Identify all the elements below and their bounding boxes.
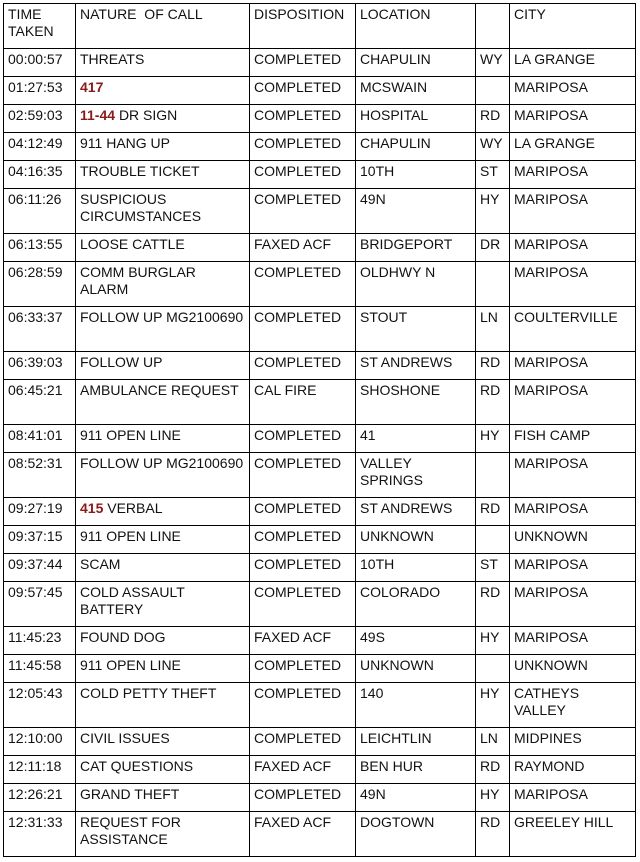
header-nature-of-call: NATURE OF CALL [76, 4, 250, 49]
table-row [4, 453, 636, 498]
cell-nature [76, 105, 250, 133]
cell-location: MCSWAIN [356, 77, 476, 105]
cell-street-suffix: HY [476, 425, 510, 453]
call-nature-text: DR SIGN [118, 107, 178, 123]
table-row [4, 526, 636, 554]
cell-time: 06:39:03 [4, 352, 76, 380]
cell-disposition: COMPLETED [250, 133, 356, 161]
cell-time: 04:12:49 [4, 133, 76, 161]
cell-nature: FOUND DOG [76, 627, 250, 655]
cell-street-suffix: RD [476, 380, 510, 425]
cell-time: 09:37:15 [4, 526, 76, 554]
cell-street-suffix: RD [476, 756, 510, 784]
cell-disposition: COMPLETED [250, 307, 356, 352]
cell-time: 08:41:01 [4, 425, 76, 453]
cell-time: 06:11:26 [4, 189, 76, 234]
cell-disposition: COMPLETED [250, 582, 356, 627]
cell-street-suffix: RD [476, 812, 510, 857]
cell-nature: SCAM [76, 554, 250, 582]
cell-disposition: COMPLETED [250, 728, 356, 756]
table-row [4, 352, 636, 380]
cell-time: 11:45:58 [4, 655, 76, 683]
table-row [4, 582, 636, 627]
cell-city: MARIPOSA [510, 582, 636, 627]
cell-location: 140 [356, 683, 476, 728]
cell-nature: FOLLOW UP MG2100690 [76, 453, 250, 498]
cell-disposition: COMPLETED [250, 189, 356, 234]
cell-city: MARIPOSA [510, 161, 636, 189]
cell-nature: THREATS [76, 49, 250, 77]
call-log-body [4, 49, 636, 857]
cell-street-suffix: RD [476, 352, 510, 380]
header-disposition: DISPOSITION [250, 4, 356, 49]
cell-location: LEICHTLIN [356, 728, 476, 756]
cell-nature [76, 77, 250, 105]
cell-city: MARIPOSA [510, 554, 636, 582]
cell-location: 49N [356, 189, 476, 234]
cell-location: BEN HUR [356, 756, 476, 784]
cell-street-suffix: LN [476, 728, 510, 756]
call-code: 415 [80, 500, 104, 516]
cell-city: UNKNOWN [510, 655, 636, 683]
cell-disposition: COMPLETED [250, 161, 356, 189]
cell-location: CHAPULIN [356, 133, 476, 161]
cell-city: MARIPOSA [510, 627, 636, 655]
table-row [4, 812, 636, 857]
cell-location: DOGTOWN [356, 812, 476, 857]
cell-city: LA GRANGE [510, 133, 636, 161]
cell-street-suffix: ST [476, 161, 510, 189]
cell-disposition: COMPLETED [250, 77, 356, 105]
cell-street-suffix: RD [476, 105, 510, 133]
cell-nature: COLD ASSAULT BATTERY [76, 582, 250, 627]
cell-nature: GRAND THEFT [76, 784, 250, 812]
cell-time: 02:59:03 [4, 105, 76, 133]
cell-time: 11:45:23 [4, 627, 76, 655]
cell-street-suffix: ST [476, 554, 510, 582]
table-row [4, 133, 636, 161]
cell-disposition: FAXED ACF [250, 756, 356, 784]
cell-location: STOUT [356, 307, 476, 352]
cell-street-suffix [476, 453, 510, 498]
cell-location: 10TH [356, 161, 476, 189]
cell-location: 10TH [356, 554, 476, 582]
cell-location: UNKNOWN [356, 526, 476, 554]
cell-nature: FOLLOW UP [76, 352, 250, 380]
cell-city: FISH CAMP [510, 425, 636, 453]
table-header-row [4, 4, 636, 49]
cell-city: MARIPOSA [510, 105, 636, 133]
cell-nature [76, 498, 250, 526]
cell-disposition: FAXED ACF [250, 812, 356, 857]
cell-city: MARIPOSA [510, 380, 636, 425]
cell-city: RAYMOND [510, 756, 636, 784]
cell-nature: 911 OPEN LINE [76, 655, 250, 683]
cell-city: COULTERVILLE [510, 307, 636, 352]
cell-street-suffix: LN [476, 307, 510, 352]
cell-disposition: CAL FIRE [250, 380, 356, 425]
cell-street-suffix: HY [476, 189, 510, 234]
cell-street-suffix [476, 77, 510, 105]
cell-disposition: FAXED ACF [250, 627, 356, 655]
cell-street-suffix: RD [476, 498, 510, 526]
table-row [4, 728, 636, 756]
cell-street-suffix: WY [476, 133, 510, 161]
cell-city: MARIPOSA [510, 189, 636, 234]
cell-nature: FOLLOW UP MG2100690 [76, 307, 250, 352]
cell-nature: 911 OPEN LINE [76, 526, 250, 554]
header-location: LOCATION [356, 4, 476, 49]
cell-time: 04:16:35 [4, 161, 76, 189]
cell-nature: COLD PETTY THEFT [76, 683, 250, 728]
cell-disposition: COMPLETED [250, 49, 356, 77]
cell-disposition: FAXED ACF [250, 234, 356, 262]
cell-location: UNKNOWN [356, 655, 476, 683]
cell-disposition: COMPLETED [250, 683, 356, 728]
table-row [4, 161, 636, 189]
cell-disposition: COMPLETED [250, 425, 356, 453]
cell-location: 49N [356, 784, 476, 812]
table-row [4, 380, 636, 425]
cell-location: 49S [356, 627, 476, 655]
call-log-table [3, 3, 636, 857]
cell-nature: 911 OPEN LINE [76, 425, 250, 453]
table-row [4, 425, 636, 453]
cell-disposition: COMPLETED [250, 554, 356, 582]
cell-street-suffix: WY [476, 49, 510, 77]
cell-city: CATHEYS VALLEY [510, 683, 636, 728]
header-time-taken: TIME TAKEN [4, 4, 76, 49]
cell-street-suffix: RD [476, 582, 510, 627]
cell-time: 12:26:21 [4, 784, 76, 812]
cell-city: MARIPOSA [510, 453, 636, 498]
header-city: CITY [510, 4, 636, 49]
cell-city: UNKNOWN [510, 526, 636, 554]
cell-location: BRIDGEPORT [356, 234, 476, 262]
table-row [4, 189, 636, 234]
cell-street-suffix [476, 262, 510, 307]
cell-disposition: COMPLETED [250, 105, 356, 133]
cell-nature: AMBULANCE REQUEST [76, 380, 250, 425]
table-row [4, 655, 636, 683]
cell-nature: COMM BURGLAR ALARM [76, 262, 250, 307]
cell-nature: TROUBLE TICKET [76, 161, 250, 189]
cell-time: 06:33:37 [4, 307, 76, 352]
table-row [4, 554, 636, 582]
table-row [4, 627, 636, 655]
cell-street-suffix [476, 655, 510, 683]
cell-city: MIDPINES [510, 728, 636, 756]
table-row [4, 49, 636, 77]
cell-city: MARIPOSA [510, 234, 636, 262]
cell-city: GREELEY HILL [510, 812, 636, 857]
cell-location: OLDHWY N [356, 262, 476, 307]
cell-location: ST ANDREWS [356, 498, 476, 526]
cell-time: 08:52:31 [4, 453, 76, 498]
header-street-suffix [476, 4, 510, 49]
table-row [4, 77, 636, 105]
cell-disposition: COMPLETED [250, 498, 356, 526]
cell-time: 01:27:53 [4, 77, 76, 105]
cell-time: 09:57:45 [4, 582, 76, 627]
cell-time: 12:10:00 [4, 728, 76, 756]
table-row [4, 498, 636, 526]
table-row [4, 262, 636, 307]
cell-location: CHAPULIN [356, 49, 476, 77]
cell-nature: CAT QUESTIONS [76, 756, 250, 784]
cell-nature: LOOSE CATTLE [76, 234, 250, 262]
cell-time: 12:31:33 [4, 812, 76, 857]
table-row [4, 105, 636, 133]
cell-time: 12:05:43 [4, 683, 76, 728]
cell-time: 06:13:55 [4, 234, 76, 262]
cell-city: MARIPOSA [510, 352, 636, 380]
cell-location: ST ANDREWS [356, 352, 476, 380]
cell-street-suffix: HY [476, 627, 510, 655]
cell-disposition: COMPLETED [250, 453, 356, 498]
cell-location: COLORADO [356, 582, 476, 627]
cell-nature: 911 HANG UP [76, 133, 250, 161]
cell-city: MARIPOSA [510, 262, 636, 307]
cell-nature: REQUEST FOR ASSISTANCE [76, 812, 250, 857]
cell-disposition: COMPLETED [250, 262, 356, 307]
cell-city: MARIPOSA [510, 498, 636, 526]
table-row [4, 784, 636, 812]
cell-time: 12:11:18 [4, 756, 76, 784]
cell-street-suffix [476, 526, 510, 554]
cell-disposition: COMPLETED [250, 352, 356, 380]
table-row [4, 307, 636, 352]
cell-street-suffix: DR [476, 234, 510, 262]
cell-city: MARIPOSA [510, 77, 636, 105]
call-nature-text: VERBAL [107, 500, 163, 516]
cell-city: MARIPOSA [510, 784, 636, 812]
cell-time: 00:00:57 [4, 49, 76, 77]
call-code: 417 [80, 79, 104, 95]
cell-disposition: COMPLETED [250, 526, 356, 554]
cell-nature: SUSPICIOUS CIRCUMSTANCES [76, 189, 250, 234]
cell-disposition: COMPLETED [250, 655, 356, 683]
cell-time: 09:37:44 [4, 554, 76, 582]
cell-time: 09:27:19 [4, 498, 76, 526]
cell-nature: CIVIL ISSUES [76, 728, 250, 756]
cell-location: 41 [356, 425, 476, 453]
cell-disposition: COMPLETED [250, 784, 356, 812]
cell-location: HOSPITAL [356, 105, 476, 133]
table-row [4, 756, 636, 784]
call-code: 11-44 [80, 107, 116, 123]
cell-city: LA GRANGE [510, 49, 636, 77]
table-row [4, 683, 636, 728]
cell-street-suffix: HY [476, 784, 510, 812]
table-row [4, 234, 636, 262]
cell-street-suffix: HY [476, 683, 510, 728]
cell-location: SHOSHONE [356, 380, 476, 425]
cell-time: 06:28:59 [4, 262, 76, 307]
cell-location: VALLEY SPRINGS [356, 453, 476, 498]
cell-time: 06:45:21 [4, 380, 76, 425]
